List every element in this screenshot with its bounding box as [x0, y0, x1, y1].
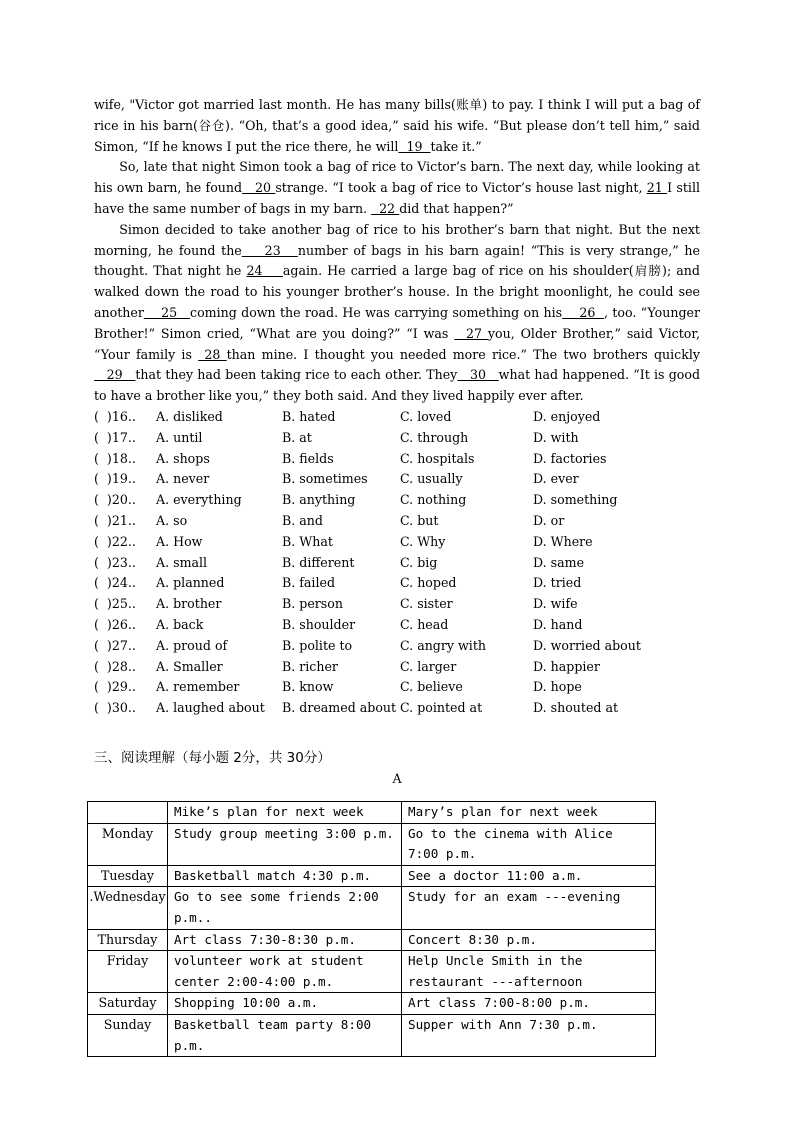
question-number: ( )27.. [94, 637, 136, 653]
question-number: ( )18.. [94, 450, 136, 466]
option-d: D. ever [533, 471, 579, 487]
table-row [88, 865, 656, 887]
option-b: B. polite to [282, 637, 353, 653]
day-cell: Tuesday [88, 865, 168, 887]
question-number: ( )29.. [94, 679, 136, 695]
option-a: A. How [156, 533, 203, 549]
option-c: C. through [400, 429, 469, 445]
option-a: A. so [156, 512, 188, 528]
option-c: C. larger [400, 658, 457, 674]
option-c: C. angry with [400, 637, 486, 653]
passage-paragraph-3: Simon decided to take another bag of rice to his brother’s barn that night. But the next morning, he found the 23 number of bags in his barn again! “This is very strange,” he thought. That night he 24 again. He carried a large bag of rice on his shoulder(肩膀); and walked down the road to his younger brother’s house. In the bright moonlight, he could see another 25 coming down the road. He was carrying something on his 26 , too. “Younger Brother!” Simon cried, “What are you doing?” “I was 27 you, Older Brother,” said Victor, “Your family is 28 than mine. I thought you needed more rice.” The two brothers quickly 29 that they had been taking rice to each other. They 30 what had happened. “It is good to have a brother like you,” they both said. And they lived happily ever after. [94, 221, 701, 404]
question-row [94, 573, 700, 594]
question-number: ( )17.. [94, 429, 136, 445]
option-d: D. happier [533, 658, 600, 674]
option-a: A. back [156, 616, 204, 632]
question-number: ( )20.. [94, 492, 136, 508]
question-number: ( )21.. [94, 512, 136, 528]
option-d: D. with [533, 429, 579, 445]
option-a: A. Smaller [156, 658, 223, 674]
option-d: D. something [533, 492, 618, 508]
day-cell: .Wednesday [88, 887, 168, 929]
option-c: C. usually [400, 471, 463, 487]
blank-22: 22 [371, 200, 400, 216]
question-number: ( )30.. [94, 700, 136, 716]
option-a: A. disliked [156, 408, 223, 424]
mary-plan-cell: Art class 7:00-8:00 p.m. [402, 993, 656, 1015]
question-row [94, 407, 700, 428]
option-d: D. tried [533, 575, 582, 591]
section-title: 三、阅读理解（每小题 2分，共 30分） [94, 749, 331, 766]
blank-19: 19 [398, 138, 431, 154]
question-row [94, 428, 700, 449]
mary-plan-cell: Supper with Ann 7:30 p.m. [402, 1014, 656, 1056]
question-number: ( )16.. [94, 408, 136, 424]
table-header-day [88, 802, 168, 824]
option-c: C. pointed at [400, 700, 483, 716]
option-a: A. everything [156, 492, 242, 508]
blank-23: 23 [241, 242, 298, 258]
question-number: ( )23.. [94, 554, 136, 570]
option-d: D. hope [533, 679, 582, 695]
option-d: D. hand [533, 616, 583, 632]
question-number: ( )28.. [94, 658, 136, 674]
question-number: ( )22.. [94, 533, 136, 549]
option-b: B. anything [282, 492, 356, 508]
option-b: B. different [282, 554, 355, 570]
option-d: D. wife [533, 596, 578, 612]
option-a: A. laughed about [156, 700, 265, 716]
option-b: B. know [282, 679, 334, 695]
table-row [88, 823, 656, 865]
option-c: C. big [400, 554, 438, 570]
blank-30: 30 [457, 367, 499, 383]
blank-28: 28 [198, 346, 227, 362]
question-row [94, 594, 700, 615]
table-row [88, 1014, 656, 1056]
passage-paragraph-2: So, late that night Simon took a bag of rice to Victor’s barn. The next day, while looking at his own barn, he found 20 strange. “I took a bag of rice to Victor’s house last night, 21 I still have the same number of bags in my barn. 22 did that happen?” [94, 159, 700, 216]
table-title: A [392, 770, 402, 786]
question-row [94, 490, 700, 511]
blank-24: 24 [246, 263, 283, 279]
day-cell: Sunday [88, 1014, 168, 1056]
day-cell: Friday [88, 951, 168, 993]
option-d: D. or [533, 512, 565, 528]
option-b: B. shoulder [282, 616, 356, 632]
option-c: C. hospitals [400, 450, 475, 466]
option-b: B. richer [282, 658, 338, 674]
question-row [94, 636, 700, 657]
table-row [88, 887, 656, 929]
mary-plan-cell: Go to the cinema with Alice 7:00 p.m. [402, 823, 656, 865]
question-row [94, 511, 700, 532]
blank-26: 26 [562, 304, 605, 320]
document-page [94, 95, 700, 789]
question-row [94, 657, 700, 678]
question-number: ( )25.. [94, 596, 136, 612]
question-row [94, 532, 700, 553]
mike-plan-cell: Art class 7:30-8:30 p.m. [168, 929, 402, 951]
question-number: ( )26.. [94, 616, 136, 632]
option-b: B. at [282, 429, 312, 445]
option-b: B. hated [282, 408, 336, 424]
question-number: ( )19.. [94, 471, 136, 487]
option-a: A. small [156, 554, 208, 570]
question-row [94, 615, 700, 636]
option-a: A. planned [156, 575, 225, 591]
blank-29: 29 [94, 367, 136, 383]
option-b: B. and [282, 512, 323, 528]
option-a: A. never [156, 471, 210, 487]
option-d: D. Where [533, 533, 593, 549]
question-list [94, 407, 700, 719]
option-c: C. nothing [400, 492, 467, 508]
option-b: B. What [282, 533, 333, 549]
table-header-row [88, 802, 656, 824]
mike-plan-cell: Basketball match 4:30 p.m. [168, 865, 402, 887]
table-header-mike: Mike’s plan for next week [168, 802, 402, 824]
day-cell: Thursday [88, 929, 168, 951]
blank-21: 21 [646, 180, 668, 196]
option-d: D. enjoyed [533, 408, 601, 424]
question-row [94, 677, 700, 698]
day-cell: Monday [88, 823, 168, 865]
mike-plan-cell: Shopping 10:00 a.m. [168, 993, 402, 1015]
mike-plan-cell: volunteer work at student center 2:00-4:00 p.m. [168, 951, 402, 993]
option-c: C. hoped [400, 575, 457, 591]
table-header-mary: Mary’s plan for next week [402, 802, 656, 824]
question-number: ( )24.. [94, 575, 136, 591]
day-cell: Saturday [88, 993, 168, 1015]
mary-plan-cell: Study for an exam ---evening [402, 887, 656, 929]
option-a: A. proud of [156, 637, 228, 653]
mike-plan-cell: Go to see some friends 2:00 p.m.. [168, 887, 402, 929]
question-row [94, 698, 700, 719]
option-d: D. worried about [533, 637, 641, 653]
option-c: C. believe [400, 679, 463, 695]
option-a: A. until [156, 429, 203, 445]
blank-20: 20 [242, 180, 276, 196]
option-b: B. person [282, 596, 343, 612]
blank-27: 27 [454, 325, 488, 341]
option-c: C. loved [400, 408, 452, 424]
mary-plan-cell: See a doctor 11:00 a.m. [402, 865, 656, 887]
option-d: D. factories [533, 450, 607, 466]
option-b: B. dreamed about [282, 700, 397, 716]
option-d: D. shouted at [533, 700, 619, 716]
mike-plan-cell: Study group meeting 3:00 p.m. [168, 823, 402, 865]
passage-paragraph-1: wife, "Victor got married last month. He has many bills(账单) to pay. I think I will put a bag of rice in his barn(谷仓). “Oh, that’s a good idea,” said his wife. “But please don’t tell him,” said Simon, “If he knows I put the rice there, he will 19 take it.” [94, 97, 700, 154]
option-c: C. sister [400, 596, 453, 612]
question-row [94, 469, 700, 490]
option-a: A. remember [156, 679, 240, 695]
mary-plan-cell: Help Uncle Smith in the restaurant ---afternoon [402, 951, 656, 993]
option-b: B. sometimes [282, 471, 368, 487]
mary-plan-cell: Concert 8:30 p.m. [402, 929, 656, 951]
option-c: C. but [400, 512, 439, 528]
question-row [94, 449, 700, 470]
blank-25: 25 [143, 304, 191, 320]
option-c: C. head [400, 616, 449, 632]
option-c: C. Why [400, 533, 446, 549]
option-a: A. brother [156, 596, 222, 612]
question-row [94, 553, 700, 574]
mike-plan-cell: Basketball team party 8:00 p.m. [168, 1014, 402, 1056]
option-b: B. fields [282, 450, 334, 466]
option-b: B. failed [282, 575, 336, 591]
table-row [88, 951, 656, 993]
option-d: D. same [533, 554, 585, 570]
table-row [88, 929, 656, 951]
table-row [88, 993, 656, 1015]
schedule-table [87, 801, 656, 1057]
option-a: A. shops [156, 450, 210, 466]
